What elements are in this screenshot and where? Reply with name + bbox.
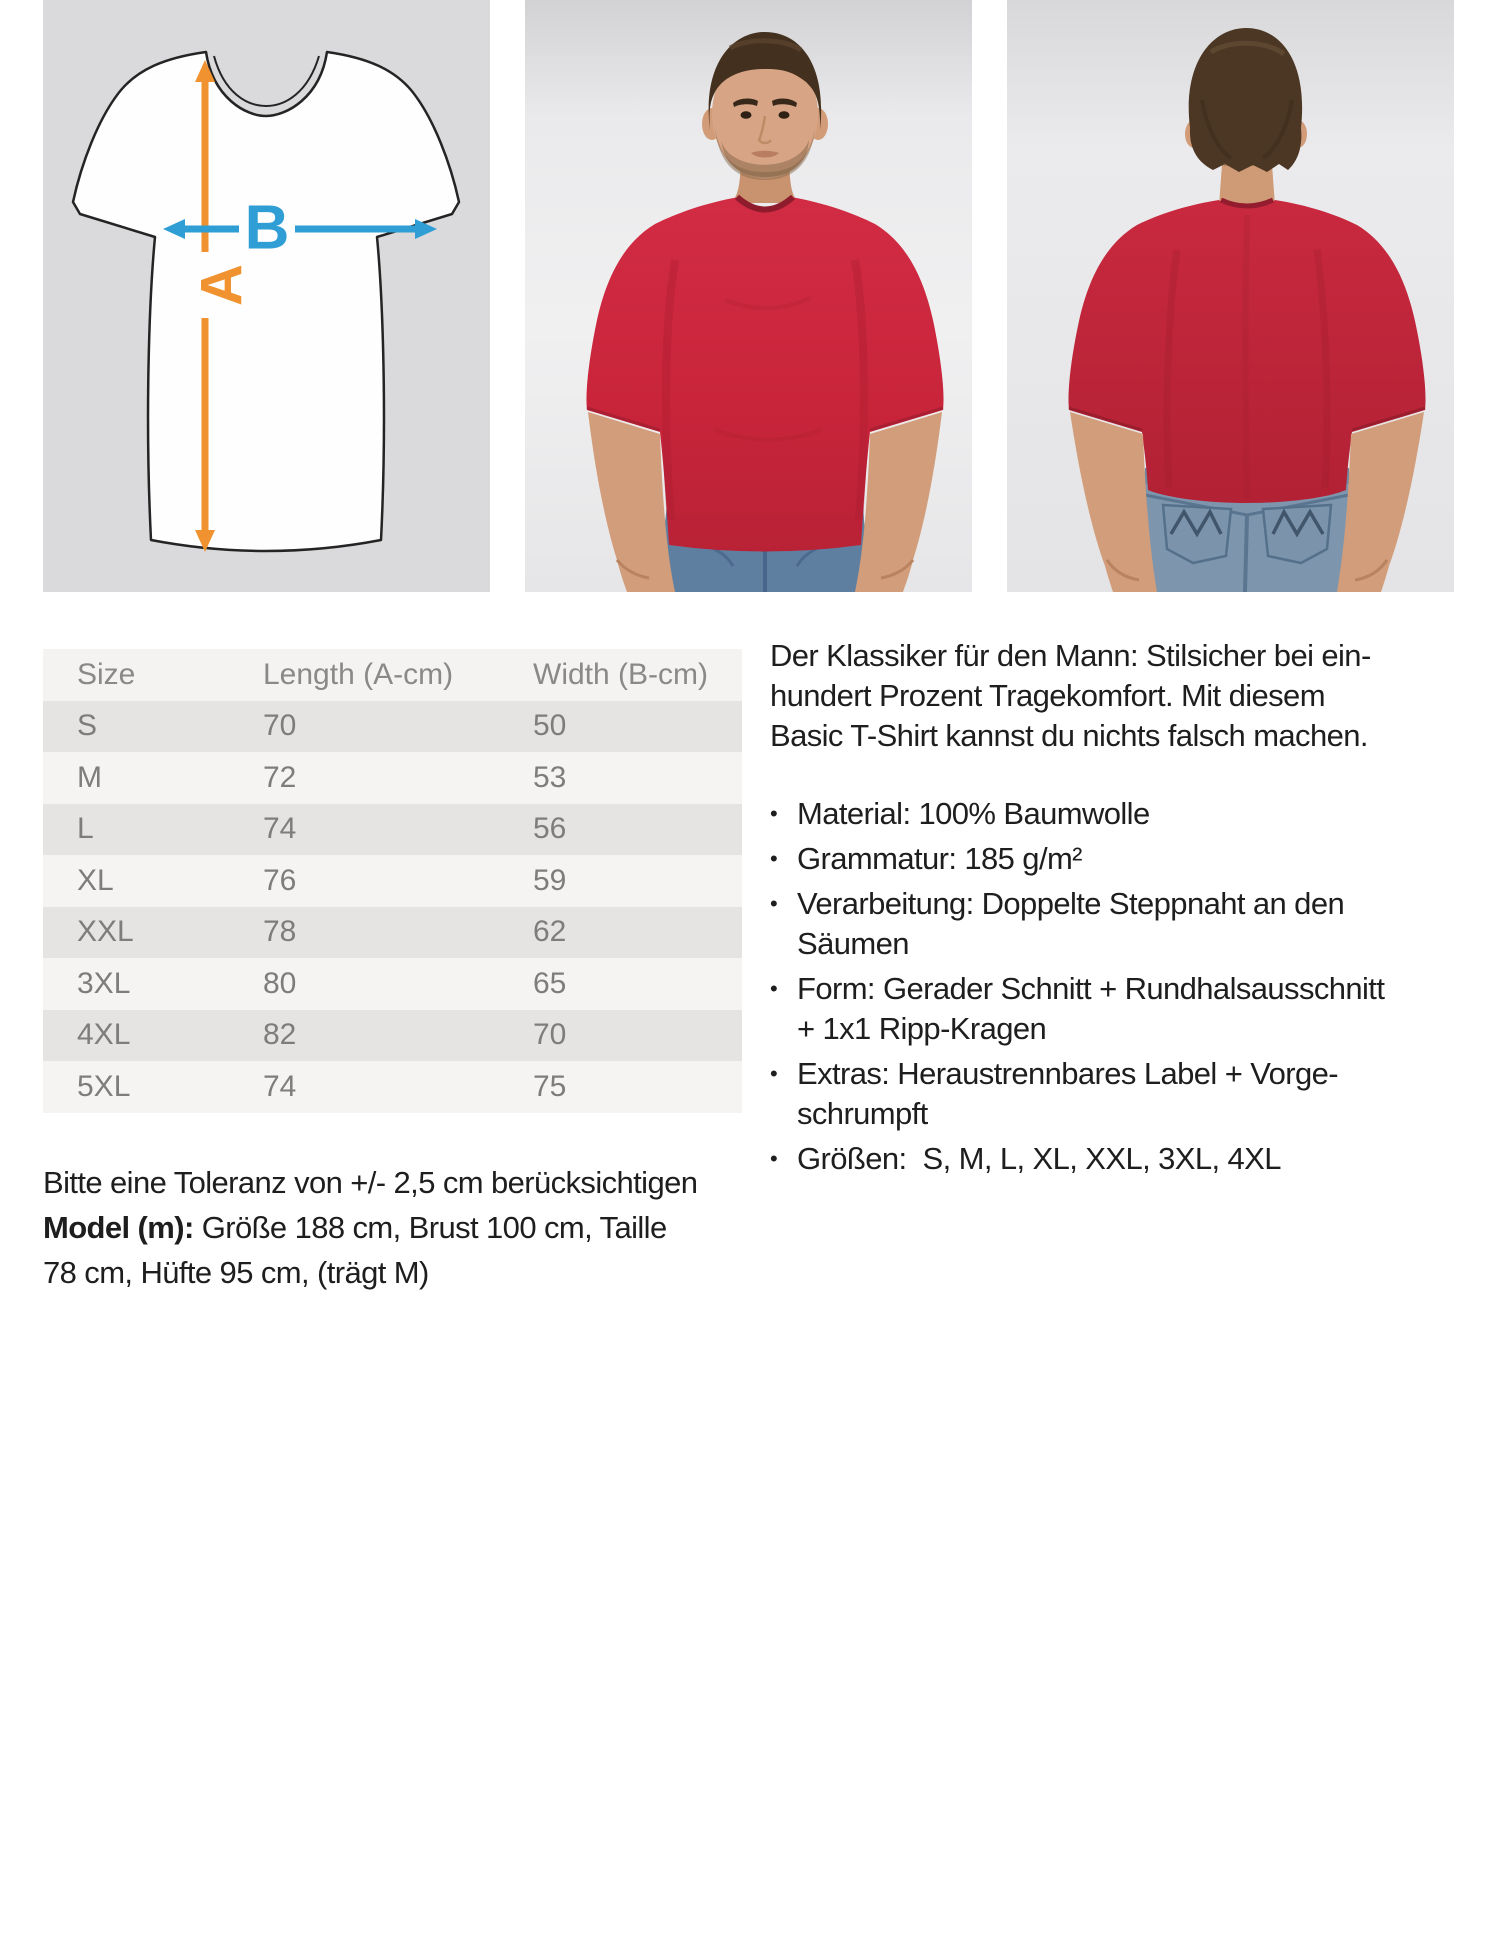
bullet-lines	[797, 884, 1344, 964]
size-table	[43, 649, 742, 1113]
table-cell: 70	[533, 1018, 567, 1052]
model-front-svg	[525, 0, 972, 592]
table-row	[43, 752, 742, 804]
table-cell: 70	[263, 709, 297, 743]
bullet-lines	[797, 794, 1150, 834]
table-cell: 76	[263, 863, 297, 897]
bullet-line: Säumen	[797, 926, 909, 961]
bullet-dot: •	[770, 1061, 778, 1086]
model-back-svg	[1007, 0, 1454, 592]
table-cell: 75	[533, 1069, 567, 1103]
bullet-line: schrumpft	[797, 1096, 928, 1131]
table-row	[43, 855, 742, 907]
table-header-row	[43, 649, 742, 701]
table-cell: 72	[263, 760, 297, 794]
model-info-line2: 78 cm, Hüfte 95 cm, (trägt M)	[43, 1255, 429, 1290]
model-info-label: Model (m):	[43, 1210, 194, 1245]
table-cell: XXL	[77, 915, 134, 949]
tolerance-note	[43, 1160, 803, 1295]
bullet-item	[770, 839, 1470, 879]
table-cell: 80	[263, 966, 297, 1000]
bullet-line: Verarbeitung: Doppelte Steppnaht an den	[797, 886, 1345, 921]
model-info-rest: Größe 188 cm, Brust 100 cm, Taille	[193, 1210, 667, 1245]
table-cell: M	[77, 760, 102, 794]
bullet-item	[770, 884, 1470, 964]
column-header: Length (A-cm)	[263, 657, 454, 691]
table-row	[43, 804, 742, 856]
table-cell: 59	[533, 863, 567, 897]
size-diagram-box	[43, 0, 490, 592]
description-line: hundert Prozent Tragekomfort. Mit diesem	[770, 678, 1325, 713]
table-cell: 74	[263, 812, 297, 846]
bullet-item	[770, 969, 1470, 1049]
table-row	[43, 958, 742, 1010]
table-row	[43, 907, 742, 959]
table-cell: XL	[77, 863, 114, 897]
bullet-line: Material: 100% Baumwolle	[797, 796, 1150, 831]
table-body	[43, 701, 742, 1113]
bullet-line: Extras: Heraustrennbares Label + Vorge-	[797, 1056, 1338, 1091]
table-row	[43, 1010, 742, 1062]
table-cell: 78	[263, 915, 297, 949]
bullet-dot: •	[770, 801, 778, 826]
label-a: A	[189, 264, 255, 306]
table-cell: S	[77, 709, 98, 743]
description-line: Basic T-Shirt kannst du nichts falsch machen.	[770, 718, 1368, 753]
bullet-line: Form: Gerader Schnitt + Rundhalsausschnitt	[797, 971, 1385, 1006]
table-cell: 62	[533, 915, 567, 949]
table-cell: 74	[263, 1069, 297, 1103]
table-cell: 65	[533, 966, 567, 1000]
bullet-item	[770, 1139, 1470, 1179]
bullet-item	[770, 794, 1470, 834]
table-row	[43, 1061, 742, 1113]
table-row	[43, 701, 742, 753]
tolerance-line: Bitte eine Toleranz von +/- 2,5 cm berücksichtigen	[43, 1165, 698, 1200]
bullet-lines	[797, 839, 1082, 879]
bullet-line: + 1x1 Ripp-Kragen	[797, 1011, 1047, 1046]
table-cell: 53	[533, 760, 567, 794]
table-cell: 56	[533, 812, 567, 846]
model-back-photo	[1007, 0, 1454, 592]
bullet-dot: •	[770, 846, 778, 871]
bullet-list	[770, 794, 1470, 1179]
table-cell: 4XL	[77, 1018, 131, 1052]
bullet-lines	[797, 969, 1384, 1049]
column-header: Width (B-cm)	[533, 657, 708, 691]
table-cell: 5XL	[77, 1069, 131, 1103]
table-cell: 50	[533, 709, 567, 743]
bullet-line: Grammatur: 185 g/m²	[797, 841, 1082, 876]
description-line: Der Klassiker für den Mann: Stilsicher bei ein-	[770, 638, 1371, 673]
bullet-line: Größen: S, M, L, XL, XXL, 3XL, 4XL	[797, 1141, 1281, 1176]
bullet-lines	[797, 1139, 1281, 1179]
product-description	[770, 636, 1470, 1184]
description-intro	[770, 636, 1470, 756]
column-header: Size	[77, 657, 136, 691]
model-front-photo	[525, 0, 972, 592]
bullet-item	[770, 1054, 1470, 1134]
bullet-lines	[797, 1054, 1338, 1134]
table-cell: 3XL	[77, 966, 131, 1000]
size-diagram-svg	[43, 0, 490, 592]
bullet-dot: •	[770, 976, 778, 1001]
table-cell: L	[77, 812, 94, 846]
bullet-dot: •	[770, 1146, 778, 1171]
label-b: B	[244, 193, 290, 263]
bullet-dot: •	[770, 891, 778, 916]
hair-back	[1189, 28, 1302, 172]
table-cell: 82	[263, 1018, 297, 1052]
model-info-line	[43, 1205, 803, 1250]
